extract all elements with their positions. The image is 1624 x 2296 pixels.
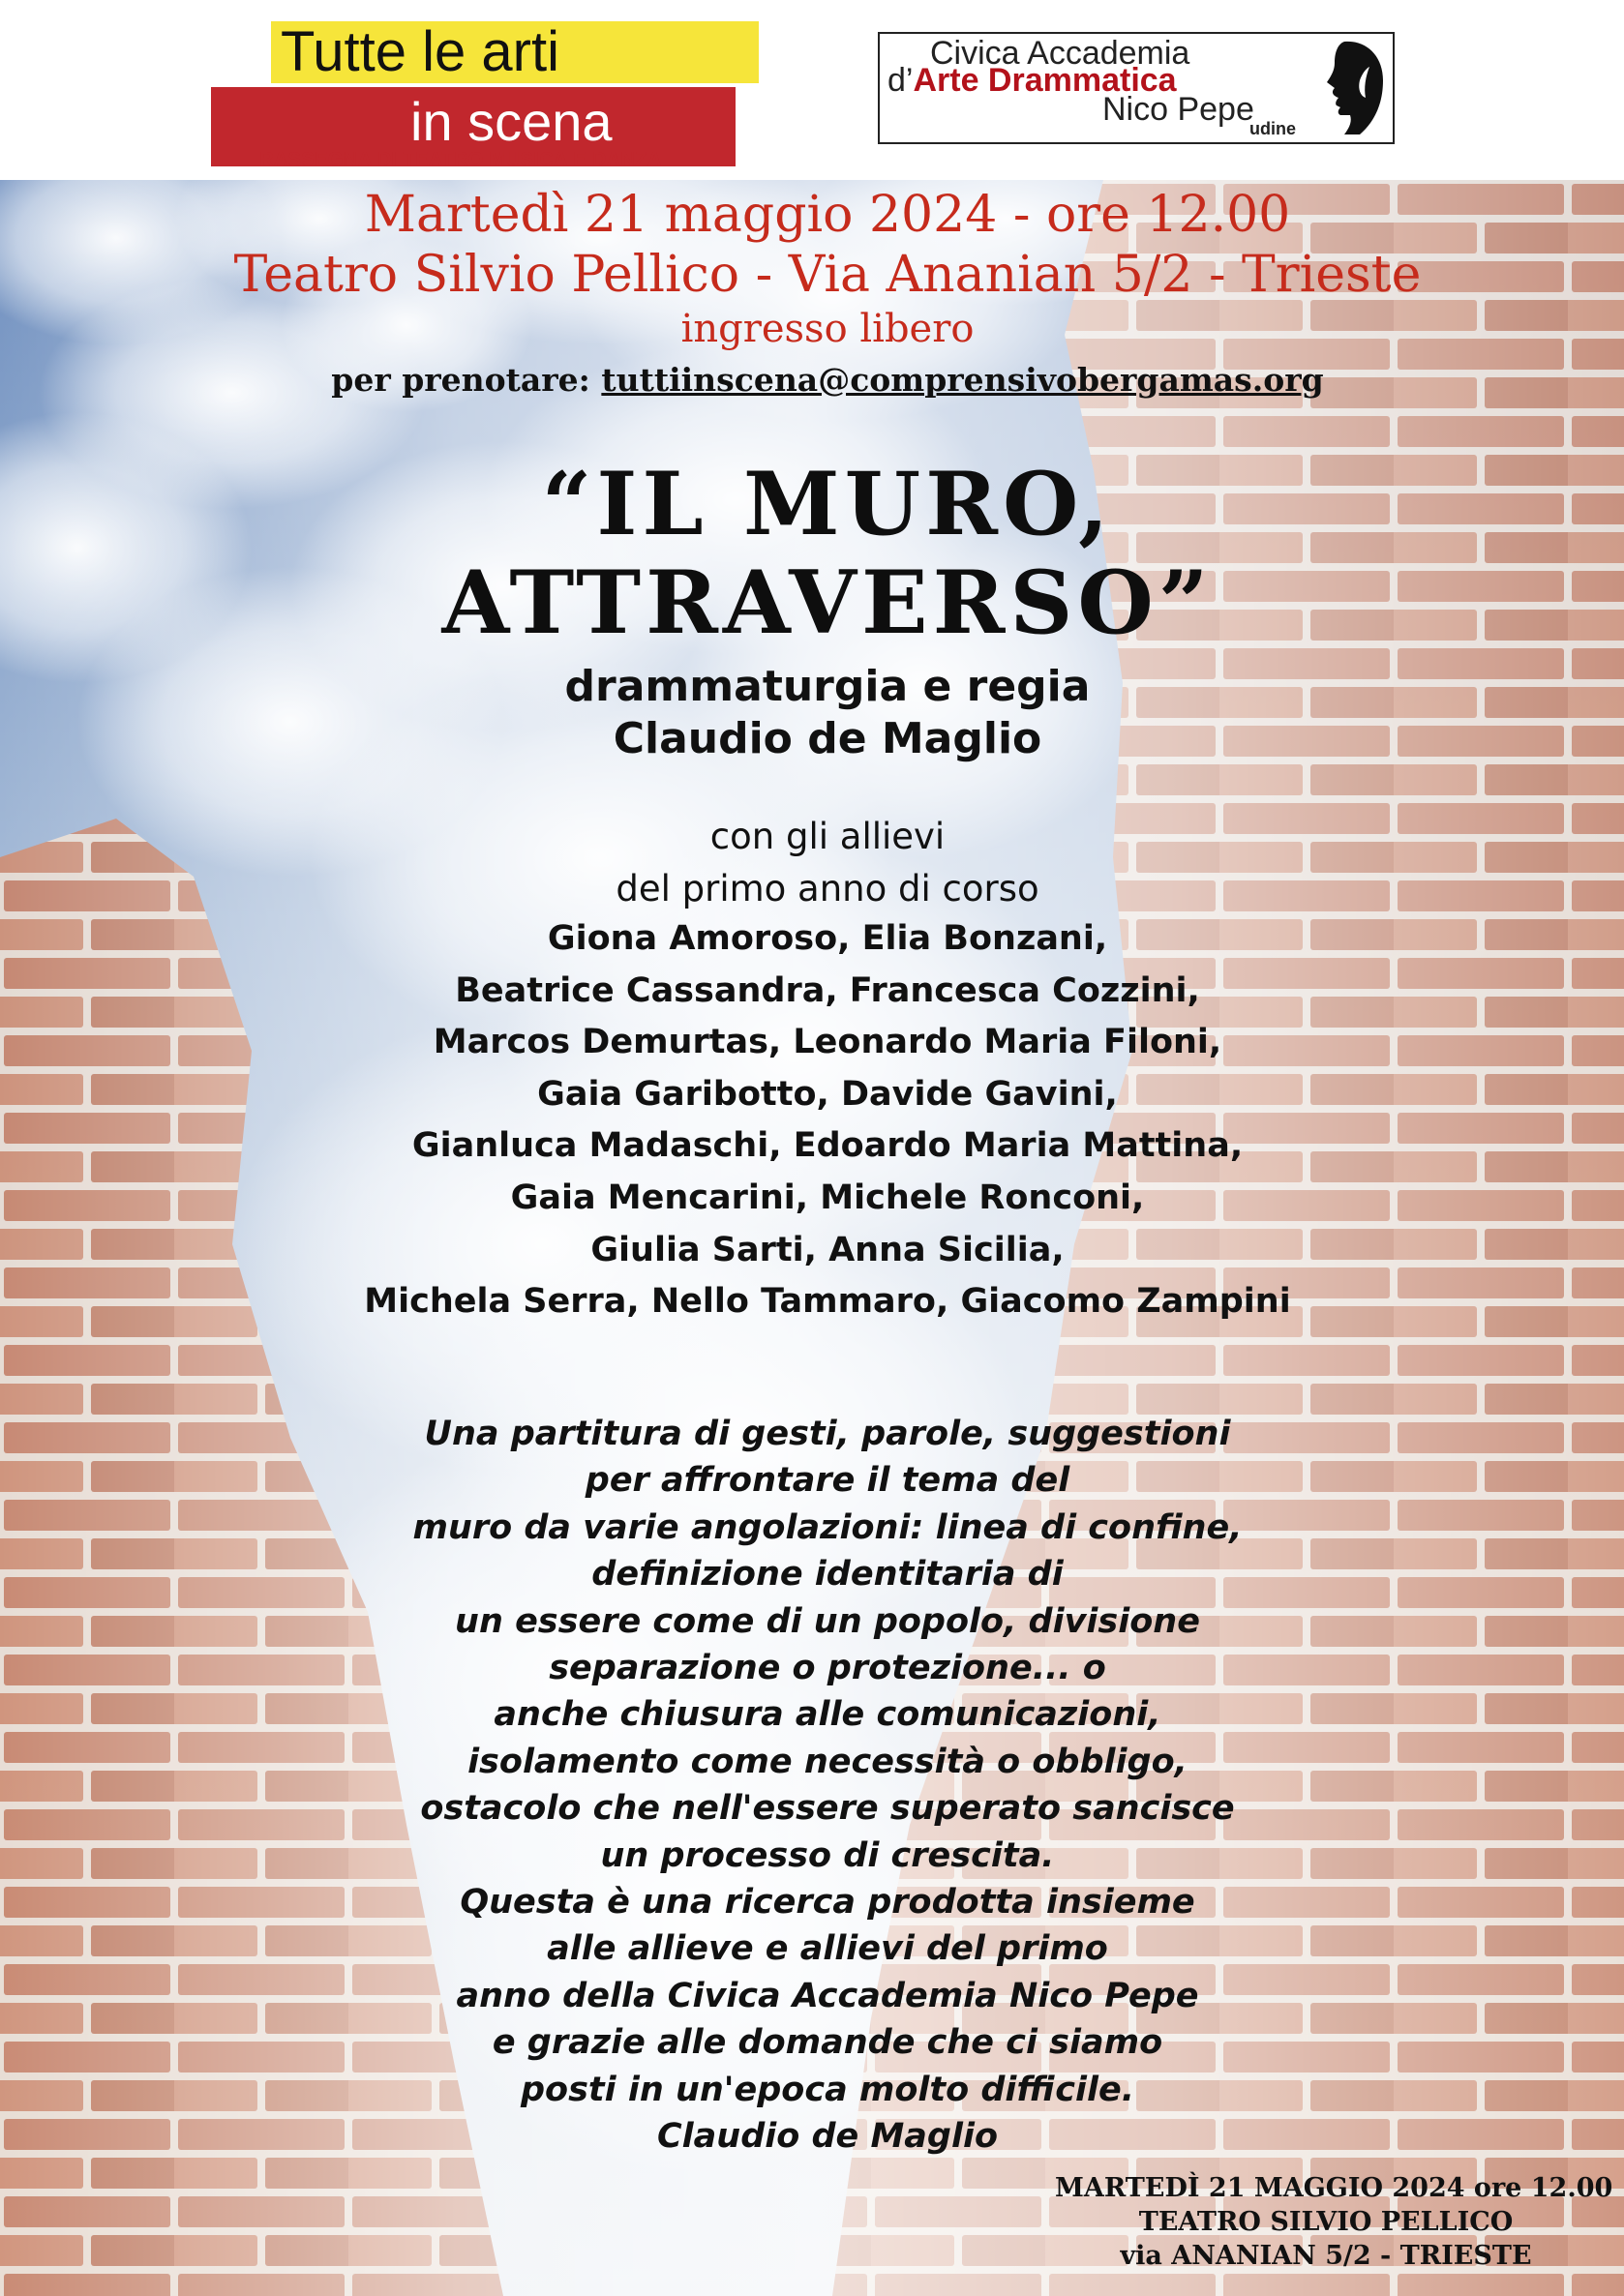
event-venue: Teatro Silvio Pellico - Via Ananian 5/2 - Trieste: [233, 246, 1422, 304]
show-title: [0, 455, 1624, 652]
description-line: ostacolo che nell'essere superato sancisce: [420, 1789, 1235, 1829]
students-intro: [0, 811, 1624, 915]
footer-venue: TEATRO SILVIO PELLICO: [1138, 2207, 1514, 2237]
cast-line: Gaia Mencarini, Michele Ronconi,: [510, 1178, 1145, 1217]
event-date-time: Martedì 21 maggio 2024 - ore 12.00: [364, 186, 1291, 244]
cast-line: Giona Amoroso, Elia Bonzani,: [547, 919, 1108, 958]
description-line: un processo di crescita.: [600, 1835, 1055, 1875]
credit-role: drammaturgia e regia: [564, 662, 1091, 711]
logo-title-line2: in scena: [410, 91, 613, 152]
description-line: e grazie alle domande che ci siamo: [492, 2023, 1163, 2063]
booking-email-link[interactable]: tuttiinscena@comprensivobergamas.org: [601, 361, 1324, 399]
cast-line: Marcos Demurtas, Leonardo Maria Filoni,: [433, 1023, 1222, 1062]
booking-info: [0, 358, 1624, 403]
cast-line: Gaia Garibotto, Davide Gavini,: [537, 1074, 1118, 1114]
description-line: Una partitura di gesti, parole, suggestioni: [424, 1415, 1231, 1453]
description-line: separazione o protezione... o: [549, 1649, 1106, 1688]
accademia-logo-city: udine: [1249, 119, 1296, 138]
show-title-line1: “IL MURO,: [541, 453, 1114, 555]
logo-tagline: RASSEGNA DI TEATRO MUSICA E DANZA: [259, 149, 662, 170]
credit-director: Claudio de Maglio: [613, 714, 1042, 763]
cast-line: Gianluca Madaschi, Edoardo Maria Mattina,: [411, 1126, 1244, 1166]
event-admission: ingresso libero: [680, 307, 975, 351]
description-line: definizione identitaria di: [591, 1555, 1064, 1595]
cast-line: Giulia Sarti, Anna Sicilia,: [590, 1230, 1065, 1269]
footer-info: [1055, 2171, 1613, 2273]
accademia-logo-prefix: d’: [887, 62, 914, 99]
description-line: posti in un'epoca molto difficile.: [521, 2070, 1134, 2109]
cast-line: Michela Serra, Nello Tammaro, Giacomo Zampini: [364, 1282, 1291, 1322]
students-intro-line1: con gli allievi: [709, 816, 946, 857]
description-line: isolamento come necessità o obbligo,: [467, 1742, 1188, 1781]
accademia-logo-line3: Nico Pepe: [1102, 91, 1254, 128]
cast-list: [0, 913, 1624, 1328]
description-line: un essere come di un popolo, divisione: [455, 1601, 1200, 1641]
description-line: alle allieve e allievi del primo: [547, 1929, 1108, 1969]
students-intro-line2: del primo anno di corso: [616, 868, 1039, 909]
accademia-logo-line1: Civica Accademia: [930, 35, 1190, 72]
show-title-line2: ATTRAVERSO”: [441, 552, 1214, 654]
booking-label: per prenotare:: [331, 361, 602, 399]
description-line: Questa è una ricerca prodotta insieme: [460, 1883, 1195, 1923]
logo-title-line1: Tutte le arti: [281, 20, 559, 83]
direction-credit: [0, 661, 1624, 765]
accademia-logo-emph: Arte Drammatica: [913, 62, 1177, 99]
description-line: per affrontare il tema del: [585, 1461, 1070, 1501]
cast-line: Beatrice Cassandra, Francesca Cozzini,: [455, 970, 1200, 1010]
footer-address: via ANANIAN 5/2 - TRIESTE: [1120, 2241, 1532, 2271]
description-line: anche chiusura alle comunicazioni,: [494, 1695, 1161, 1735]
show-description: [0, 1411, 1624, 2161]
description-line: Claudio de Maglio: [656, 2117, 999, 2157]
description-line: muro da varie angolazioni: linea di confine,: [412, 1507, 1243, 1547]
footer-date: MARTEDÌ 21 MAGGIO 2024 ore 12.00: [1055, 2173, 1613, 2203]
description-line: anno della Civica Accademia Nico Pepe: [456, 1976, 1199, 2015]
